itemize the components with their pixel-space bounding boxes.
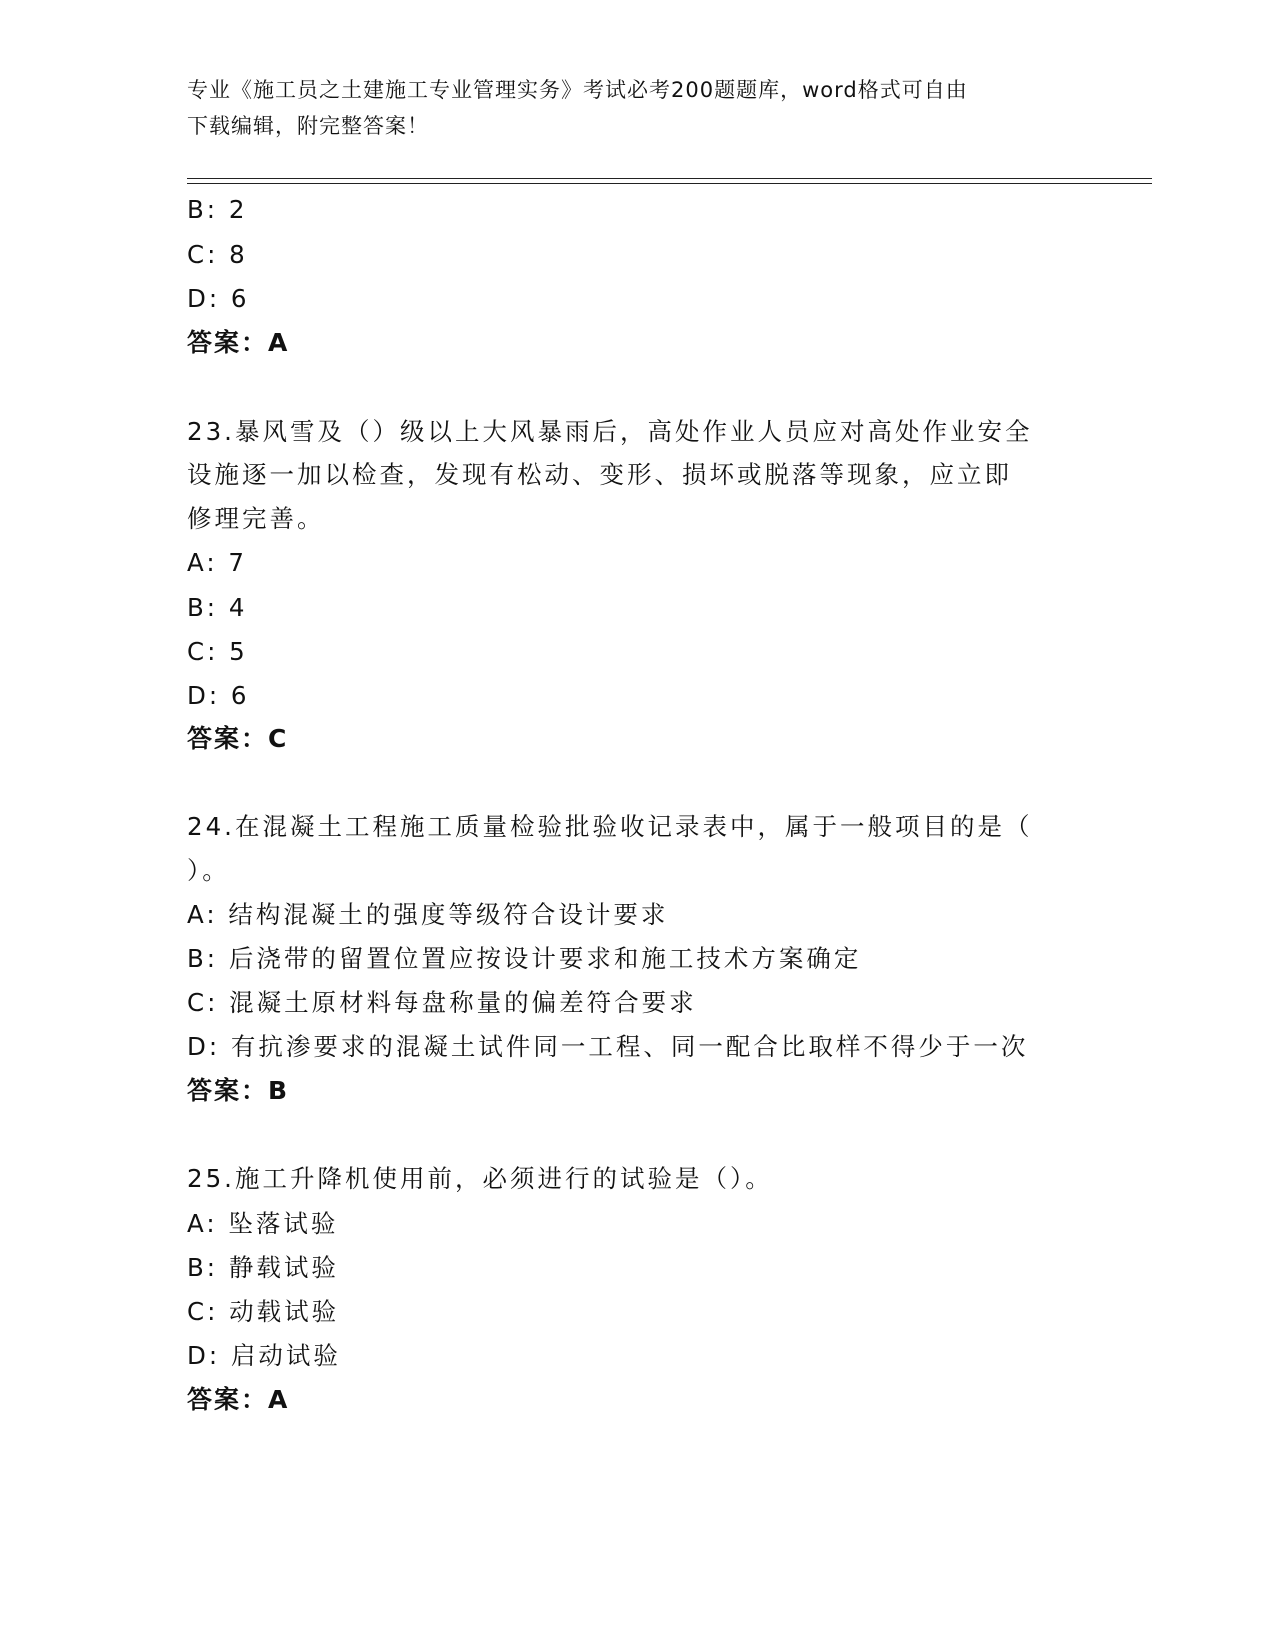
- q25-option-a: A: 坠落试验: [187, 1209, 339, 1238]
- q23-stem-line-3: 修理完善。: [187, 504, 325, 533]
- q24-option-b: B: 后浇带的留置位置应按设计要求和施工技术方案确定: [187, 944, 862, 973]
- q25-option-c: C: 动载试验: [187, 1297, 340, 1326]
- q25-answer: 答案：A: [187, 1385, 290, 1414]
- q24-answer: 答案：B: [187, 1076, 290, 1105]
- q25-option-d: D: 启动试验: [187, 1341, 341, 1370]
- q23-answer: 答案：C: [187, 724, 289, 753]
- prev-option-b: B: 2: [187, 195, 248, 224]
- header-divider-bottom: [187, 183, 1152, 184]
- header-title-line-1: 专业《施工员之土建施工专业管理实务》考试必考200题题库，word格式可自由: [187, 78, 968, 102]
- q25-option-b: B: 静载试验: [187, 1253, 339, 1282]
- q24-option-d: D: 有抗渗要求的混凝土试件同一工程、同一配合比取样不得少于一次: [187, 1032, 1029, 1061]
- prev-option-d: D: 6: [187, 284, 250, 313]
- document-header: [187, 72, 1067, 144]
- q24-stem-line-1: 24.在混凝土工程施工质量检验批验收记录表中，属于一般项目的是（: [187, 812, 1033, 841]
- q24-option-a: A: 结构混凝土的强度等级符合设计要求: [187, 900, 669, 929]
- header-title-line-2: 下载编辑，附完整答案！: [187, 114, 429, 138]
- header-divider-top: [187, 178, 1152, 179]
- q23-stem-line-2: 设施逐一加以检查，发现有松动、变形、损坏或脱落等现象，应立即: [187, 460, 1012, 489]
- prev-answer: 答案：A: [187, 328, 290, 357]
- prev-option-c: C: 8: [187, 240, 248, 269]
- q25-stem-line-1: 25.施工升降机使用前，必须进行的试验是（）。: [187, 1164, 773, 1193]
- q24-stem-line-2: ）。: [187, 856, 230, 885]
- q23-option-a: A: 7: [187, 548, 247, 577]
- q24-option-c: C: 混凝土原材料每盘称量的偏差符合要求: [187, 988, 697, 1017]
- q23-option-b: B: 4: [187, 593, 248, 622]
- q23-option-d: D: 6: [187, 681, 250, 710]
- q23-stem-line-1: 23.暴风雪及（）级以上大风暴雨后，高处作业人员应对高处作业安全: [187, 417, 1033, 446]
- q23-option-c: C: 5: [187, 637, 248, 666]
